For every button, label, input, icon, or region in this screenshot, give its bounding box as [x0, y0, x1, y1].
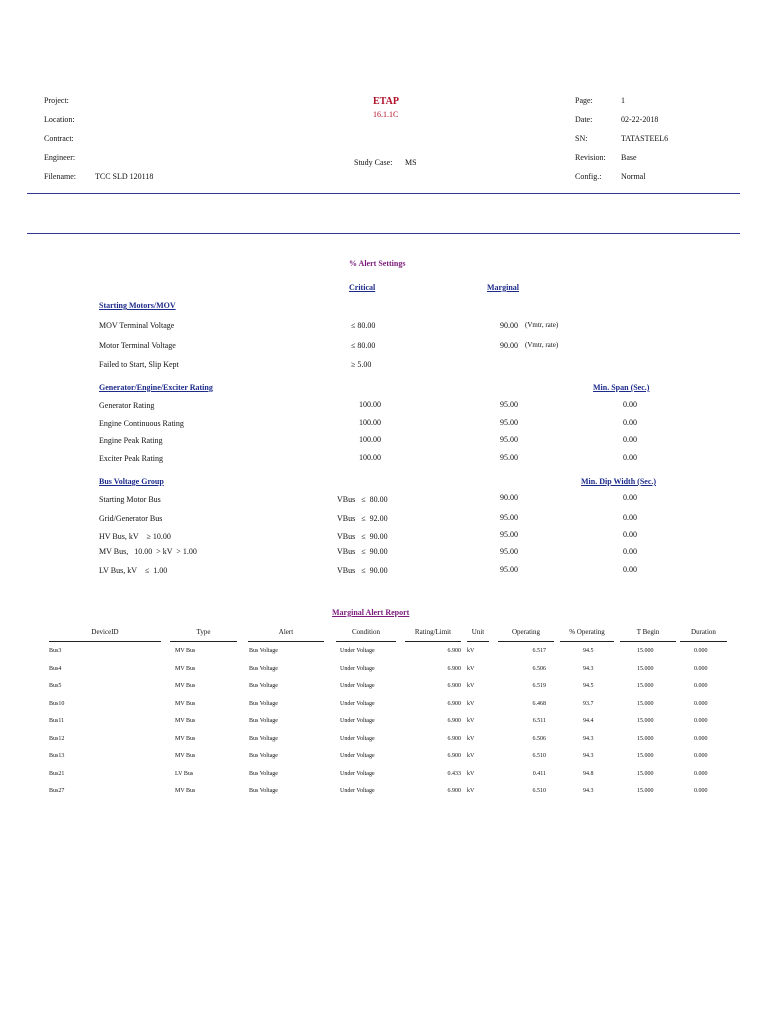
study-case-label: Study Case: [354, 158, 393, 167]
setting-marginal: 95.00 [500, 453, 518, 462]
column-rule [49, 641, 161, 642]
table-cell: 0.433 [447, 770, 461, 777]
setting-label: Generator Rating [99, 401, 155, 410]
setting-extra: 0.00 [623, 400, 637, 409]
table-cell: Bus Voltage [249, 648, 278, 654]
setting-critical: 100.00 [359, 453, 381, 462]
sn-label: SN: [575, 134, 588, 143]
setting-extra: 0.00 [623, 530, 637, 539]
setting-extra: 0.00 [623, 565, 637, 574]
table-cell: Bus Voltage [249, 788, 278, 794]
column-header: Rating/Limit [414, 628, 452, 636]
setting-extra: 0.00 [623, 418, 637, 427]
date-value: 02-22-2018 [621, 115, 659, 124]
table-cell: MV Bus [175, 700, 196, 707]
table-cell: 0.000 [694, 735, 708, 742]
table-cell: 6.506 [532, 735, 546, 742]
setting-label: HV Bus, kV ≥ 10.00 [99, 532, 171, 541]
column-rule [467, 641, 489, 642]
column-header: % Operating [569, 628, 605, 636]
table-cell: 15.000 [637, 648, 654, 654]
table-cell: MV Bus [175, 753, 196, 759]
table-cell: 6.519 [532, 683, 546, 689]
column-header: Operating [512, 628, 540, 636]
generator-heading: Generator/Engine/Exciter Rating [99, 383, 213, 392]
table-cell: 94.4 [583, 718, 594, 724]
table-cell: Under Voltage [340, 665, 375, 672]
table-cell: 6.506 [532, 665, 546, 672]
table-cell: Bus12 [49, 735, 65, 742]
table-cell: Under Voltage [340, 683, 375, 689]
header-divider-bottom [27, 233, 740, 234]
table-cell: 0.000 [694, 700, 708, 707]
table-cell: 94.3 [583, 735, 594, 742]
table-cell: kV [467, 770, 475, 777]
table-cell: Under Voltage [340, 735, 375, 742]
setting-critical: ≤ 80.00 [351, 321, 376, 330]
table-cell: MV Bus [175, 735, 196, 742]
setting-label: Exciter Peak Rating [99, 454, 163, 463]
setting-extra: 0.00 [623, 493, 637, 502]
column-rule [620, 641, 676, 642]
setting-label: LV Bus, kV ≤ 1.00 [99, 566, 168, 575]
config-value: Normal [621, 172, 646, 181]
setting-marginal: 95.00 [500, 513, 518, 522]
table-cell: kV [467, 788, 475, 794]
table-cell: MV Bus [175, 718, 196, 724]
table-cell: Bus Voltage [249, 735, 278, 742]
table-cell: 15.000 [637, 770, 654, 777]
project-label: Project: [44, 96, 69, 105]
table-cell: 0.000 [694, 753, 708, 759]
table-cell: 6.511 [532, 718, 546, 724]
setting-critical: ≥ 5.00 [351, 360, 372, 369]
table-cell: 6.517 [532, 648, 546, 654]
table-cell: 0.000 [694, 718, 708, 724]
table-cell: kV [467, 753, 475, 759]
table-cell: 0.000 [694, 648, 708, 654]
table-cell: 15.000 [637, 735, 654, 742]
table-cell: 0.411 [532, 770, 546, 777]
setting-marginal: 95.00 [500, 418, 518, 427]
setting-marginal: 95.00 [500, 530, 518, 539]
critical-column-heading: Critical [349, 283, 376, 292]
column-header: Condition [351, 628, 380, 636]
setting-extra: 0.00 [623, 435, 637, 444]
location-label: Location: [44, 115, 75, 124]
app-version: 16.1.1C [373, 110, 399, 119]
setting-critical: 100.00 [359, 418, 381, 427]
study-case-value: MS [405, 158, 417, 167]
table-cell: 0.000 [694, 788, 708, 794]
table-cell: Bus10 [49, 700, 65, 707]
table-cell: kV [467, 700, 475, 707]
table-cell: Bus3 [49, 648, 62, 654]
table-cell: Bus Voltage [249, 770, 278, 777]
table-cell: Under Voltage [340, 770, 375, 777]
table-cell: 6.900 [447, 648, 461, 654]
column-rule [680, 641, 727, 642]
table-cell: 6.468 [532, 700, 546, 707]
setting-label: Engine Peak Rating [99, 436, 163, 445]
column-rule [170, 641, 237, 642]
setting-extra: 0.00 [623, 453, 637, 462]
filename-value: TCC SLD 120118 [95, 172, 154, 181]
column-rule [336, 641, 396, 642]
table-cell: kV [467, 683, 475, 689]
min-span-heading: Min. Span (Sec.) [593, 383, 650, 392]
table-cell: 94.8 [583, 770, 594, 777]
column-header: T Begin [636, 628, 660, 636]
setting-critical: VBus ≤ 90.00 [337, 566, 388, 575]
table-cell: 15.000 [637, 718, 654, 724]
config-label: Config.: [575, 172, 602, 181]
table-cell: Bus5 [49, 683, 62, 689]
report-title: Marginal Alert Report [332, 608, 410, 617]
setting-extra: 0.00 [623, 547, 637, 556]
setting-critical: 100.00 [359, 435, 381, 444]
engineer-label: Engineer: [44, 153, 76, 162]
setting-marginal: 95.00 [500, 547, 518, 556]
setting-critical: VBus ≤ 90.00 [337, 547, 388, 556]
revision-label: Revision: [575, 153, 606, 162]
sn-value: TATASTEEL6 [621, 134, 669, 143]
setting-label: Grid/Generator Bus [99, 514, 163, 523]
table-cell: Bus Voltage [249, 718, 278, 724]
setting-label: Starting Motor Bus [99, 495, 161, 504]
column-header: Duration [691, 628, 716, 636]
bus-voltage-heading: Bus Voltage Group [99, 477, 164, 486]
column-header: Type [196, 628, 211, 636]
setting-marginal: 90.00 [500, 493, 518, 502]
table-cell: 6.900 [447, 683, 461, 689]
table-cell: kV [467, 735, 475, 742]
table-cell: LV Bus [175, 770, 194, 777]
table-cell: Bus27 [49, 788, 65, 794]
setting-critical: 100.00 [359, 400, 381, 409]
alert-settings-title: % Alert Settings [349, 259, 406, 268]
table-cell: MV Bus [175, 788, 196, 794]
column-header: Alert [278, 628, 294, 636]
setting-extra: 0.00 [623, 513, 637, 522]
table-cell: 0.000 [694, 770, 708, 777]
date-label: Date: [575, 115, 593, 124]
table-cell: 6.900 [447, 700, 461, 707]
table-cell: Bus Voltage [249, 700, 278, 707]
app-name: ETAP [373, 96, 399, 107]
table-cell: 93.7 [583, 700, 594, 707]
table-cell: Under Voltage [340, 700, 375, 707]
marginal-column-heading: Marginal [487, 283, 519, 292]
table-cell: 94.5 [583, 683, 594, 689]
table-cell: Under Voltage [340, 788, 375, 794]
table-cell: 6.510 [532, 788, 546, 794]
setting-critical: VBus ≤ 90.00 [337, 532, 388, 541]
setting-critical: ≤ 80.00 [351, 341, 376, 350]
table-cell: Bus Voltage [249, 665, 278, 672]
table-cell: Bus13 [49, 753, 65, 759]
setting-note: (Vmtr, rate) [525, 321, 559, 329]
column-header: DeviceID [91, 628, 119, 636]
setting-label: Motor Terminal Voltage [99, 341, 176, 350]
filename-label: Filename: [44, 172, 76, 181]
setting-label: MV Bus, 10.00 > kV > 1.00 [99, 547, 197, 556]
table-cell: 94.3 [583, 788, 594, 794]
table-cell: kV [467, 718, 475, 724]
table-cell: 6.510 [532, 753, 546, 759]
table-cell: Under Voltage [340, 753, 375, 759]
min-dip-heading: Min. Dip Width (Sec.) [581, 477, 657, 486]
column-rule [560, 641, 614, 642]
table-cell: 0.000 [694, 683, 708, 689]
table-cell: Under Voltage [340, 718, 375, 724]
table-cell: MV Bus [175, 683, 196, 689]
table-cell: Bus Voltage [249, 753, 278, 759]
setting-label: Failed to Start, Slip Kept [99, 360, 179, 369]
table-cell: 94.3 [583, 753, 594, 759]
table-cell: 15.000 [637, 665, 654, 672]
contract-label: Contract: [44, 134, 74, 143]
column-rule [248, 641, 324, 642]
setting-marginal: 90.00 [500, 321, 518, 330]
table-cell: 0.000 [694, 665, 708, 672]
table-cell: 15.000 [637, 753, 654, 759]
setting-marginal: 95.00 [500, 400, 518, 409]
setting-label: Engine Continuous Rating [99, 419, 184, 428]
revision-value: Base [621, 153, 637, 162]
table-cell: 6.900 [447, 788, 461, 794]
table-cell: kV [467, 648, 475, 654]
table-cell: 15.000 [637, 788, 654, 794]
setting-note: (Vmtr, rate) [525, 341, 559, 349]
table-cell: Bus4 [49, 665, 62, 672]
page-label: Page: [575, 96, 593, 105]
starting-motors-heading: Starting Motors/MOV [99, 301, 176, 310]
table-cell: Under Voltage [340, 648, 375, 654]
table-cell: MV Bus [175, 665, 196, 672]
table-cell: Bus11 [49, 718, 65, 724]
table-cell: 15.000 [637, 700, 654, 707]
table-cell: 6.900 [447, 718, 461, 724]
table-cell: MV Bus [175, 648, 196, 654]
table-cell: 6.900 [447, 753, 461, 759]
setting-marginal: 95.00 [500, 435, 518, 444]
setting-marginal: 95.00 [500, 565, 518, 574]
setting-label: MOV Terminal Voltage [99, 321, 175, 330]
table-cell: 94.5 [583, 648, 594, 654]
table-cell: Bus21 [49, 770, 65, 777]
header-divider-top [27, 193, 740, 194]
column-header: Unit [471, 628, 485, 636]
column-rule [405, 641, 461, 642]
table-cell: 15.000 [637, 683, 654, 689]
table-cell: 94.3 [583, 665, 594, 672]
column-rule [498, 641, 554, 642]
table-cell: Bus Voltage [249, 683, 278, 689]
setting-critical: VBus ≤ 92.00 [337, 514, 388, 523]
setting-marginal: 90.00 [500, 341, 518, 350]
page-value: 1 [621, 96, 625, 105]
table-cell: kV [467, 665, 475, 672]
table-cell: 6.900 [447, 665, 461, 672]
setting-critical: VBus ≤ 80.00 [337, 495, 388, 504]
table-cell: 6.900 [447, 735, 461, 742]
